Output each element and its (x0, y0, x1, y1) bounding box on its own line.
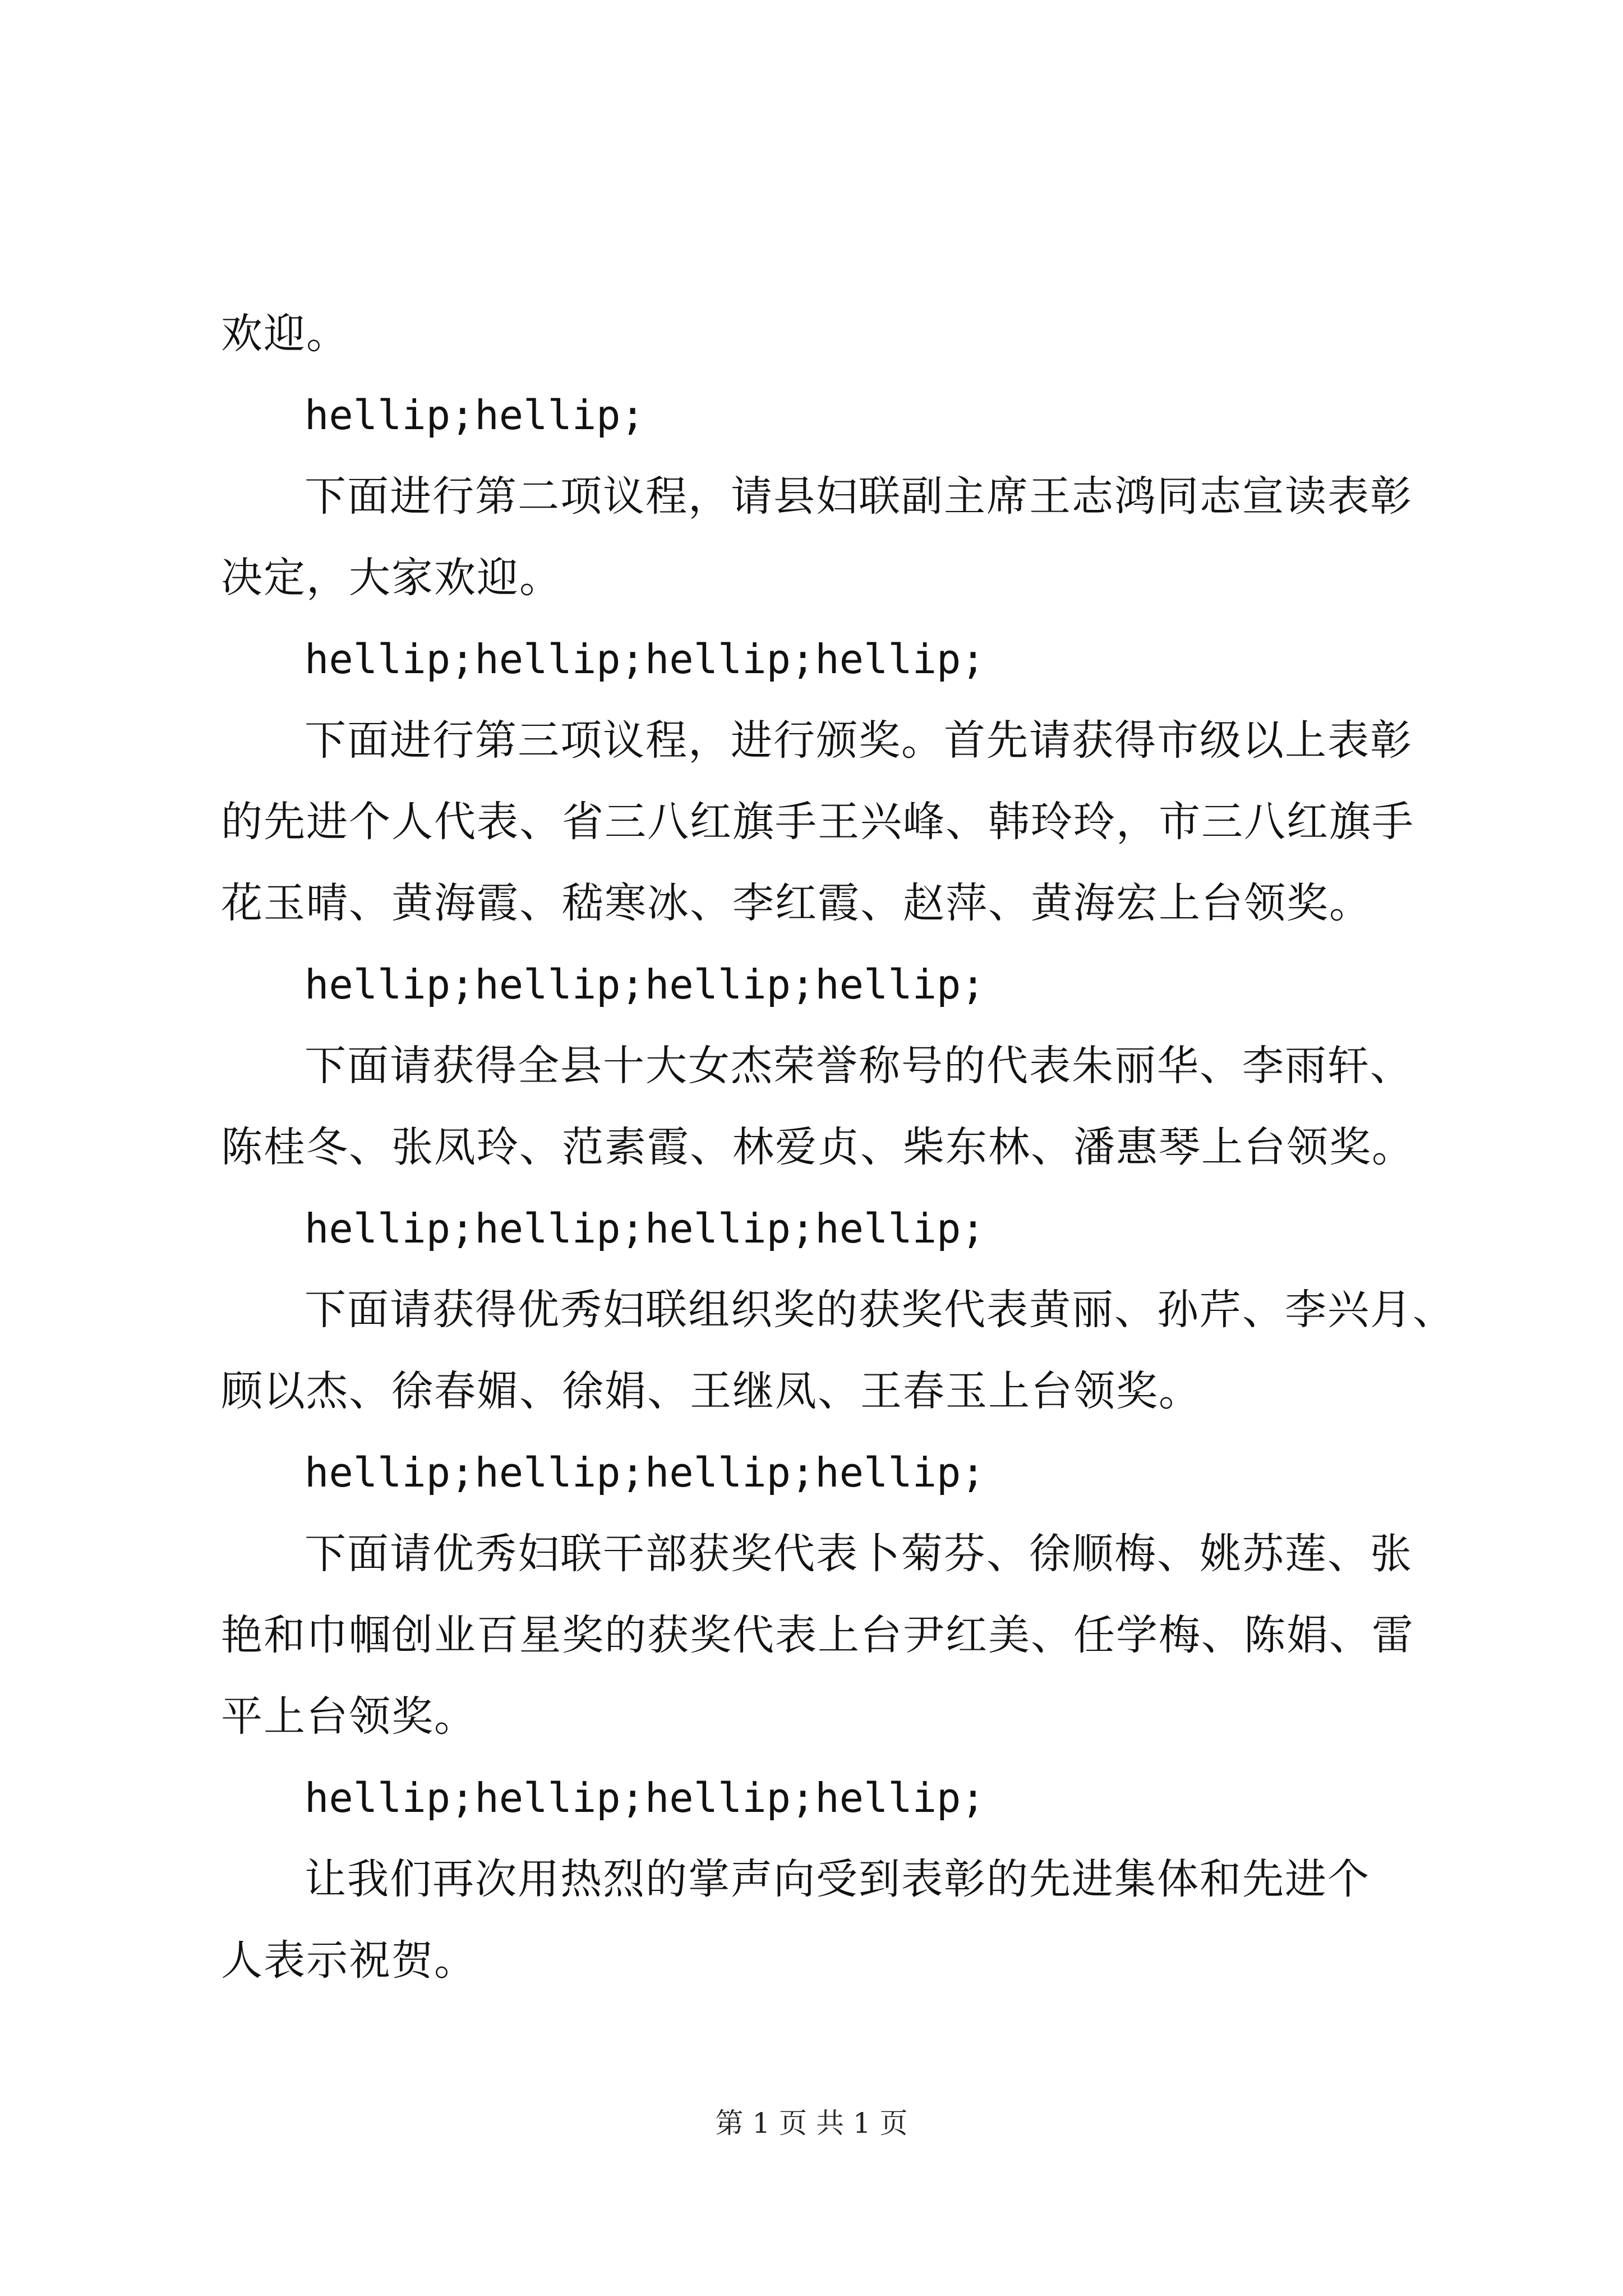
ellipsis-line: hellip;hellip; (305, 392, 645, 439)
text-line: 下面进行第二项议程，请县妇联副主席王志鸿同志宣读表彰 (305, 472, 1413, 521)
text-line: 陈桂冬、张凤玲、范素霞、林爱贞、柴东林、潘惠琴上台领奖。 (221, 1123, 1414, 1171)
text-line: 平上台领奖。 (221, 1692, 477, 1741)
page-number-footer: 第 1 页 共 1 页 (715, 2107, 908, 2139)
text-line: 花玉晴、黄海霞、嵇寒冰、李红霞、赵萍、黄海宏上台领奖。 (221, 879, 1372, 927)
text-line: 的先进个人代表、省三八红旗手王兴峰、韩玲玲，市三八红旗手 (221, 798, 1414, 846)
text-line: 艳和巾帼创业百星奖的获奖代表上台尹红美、任学梅、陈娟、雷 (221, 1611, 1414, 1659)
text-line: 下面请获得优秀妇联组织奖的获奖代表黄丽、孙芹、李兴月、 (305, 1286, 1455, 1334)
text-line: 顾以杰、徐春媚、徐娟、王继凤、王春玉上台领奖。 (221, 1367, 1201, 1415)
text-line: 下面请优秀妇联干部获奖代表卜菊芬、徐顺梅、姚苏莲、张 (305, 1530, 1413, 1578)
ellipsis-line: hellip;hellip;hellip;hellip; (305, 1205, 985, 1252)
text-line: 决定，大家欢迎。 (221, 554, 562, 602)
text-line: 欢迎。 (221, 310, 349, 358)
ellipsis-line: hellip;hellip;hellip;hellip; (305, 1449, 985, 1496)
text-line: 让我们再次用热烈的掌声向受到表彰的先进集体和先进个 (305, 1855, 1370, 1903)
text-line: 人表示祝贺。 (221, 1936, 477, 1985)
ellipsis-line: hellip;hellip;hellip;hellip; (305, 961, 985, 1008)
text-line: 下面进行第三项议程，进行颁奖。首先请获得市级以上表彰 (305, 716, 1413, 765)
text-line: 下面请获得全县十大女杰荣誉称号的代表朱丽华、李雨轩、 (305, 1042, 1413, 1090)
ellipsis-line: hellip;hellip;hellip;hellip; (305, 1774, 985, 1821)
ellipsis-line: hellip;hellip;hellip;hellip; (305, 636, 985, 683)
